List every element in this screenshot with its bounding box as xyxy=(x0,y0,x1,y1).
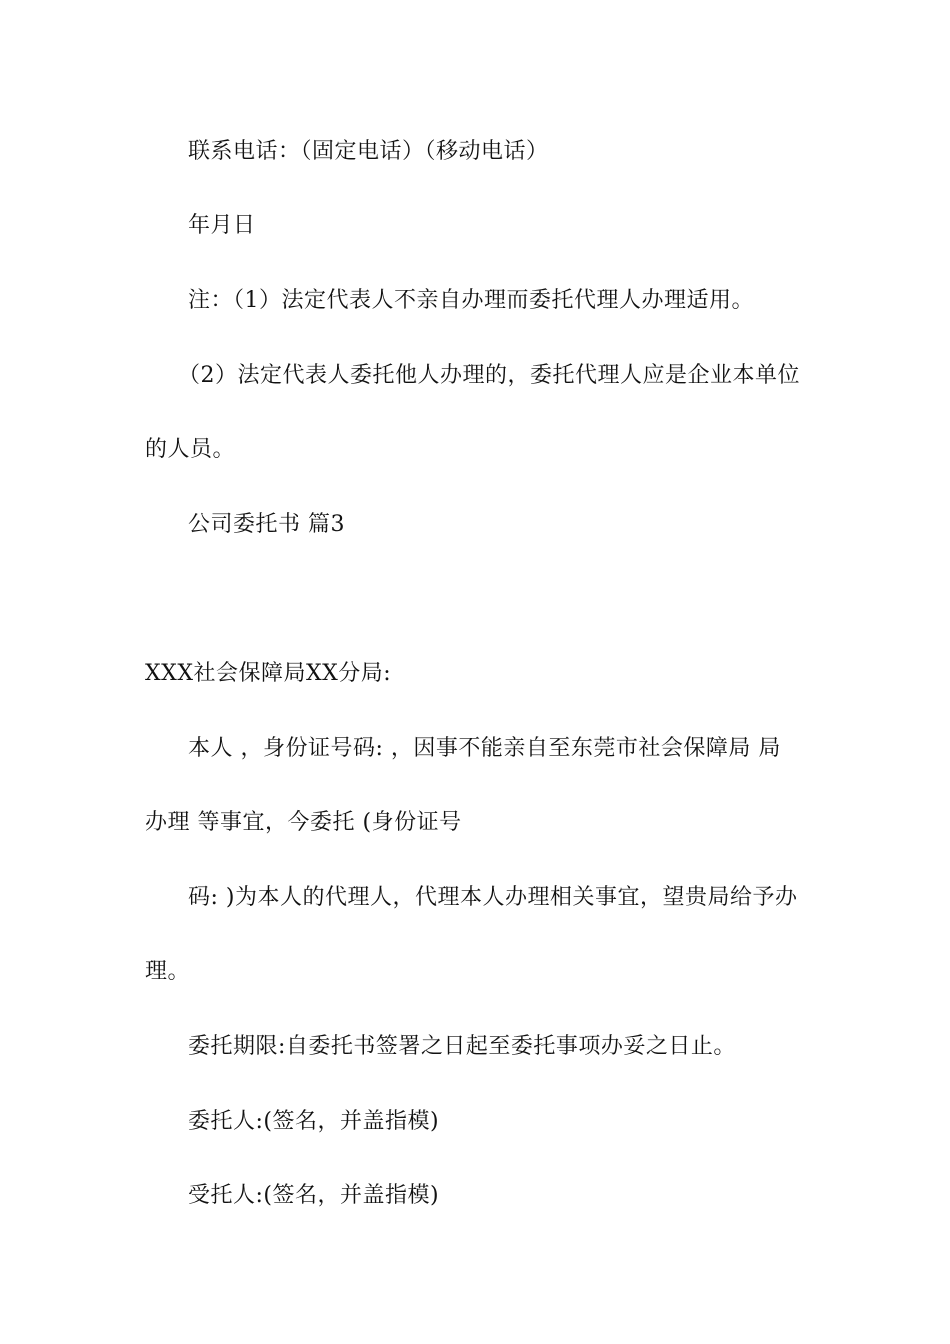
note-2-continuation: 的人员。 xyxy=(145,437,236,462)
section-heading: 公司委托书 篇3 xyxy=(188,512,345,537)
body-line-4: 理。 xyxy=(145,959,191,984)
note-2-line: （2）法定代表人委托他人办理的，委托代理人应是企业本单位 xyxy=(178,363,800,388)
body-line-1: 本人 ，身份证号码: ，因事不能亲自至东莞市社会保障局 局 xyxy=(188,736,781,761)
principal-signature-line: 委托人:(签名，并盖指模) xyxy=(188,1109,440,1134)
body-line-2: 办理 等事宜，今委托 (身份证号 xyxy=(145,810,462,835)
term-line: 委托期限:自委托书签署之日起至委托事项办妥之日止。 xyxy=(188,1034,736,1059)
recipient-line: XXX社会保障局XX分局: xyxy=(145,661,392,686)
body-line-3: 码: )为本人的代理人，代理本人办理相关事宜，望贵局给予办 xyxy=(188,885,798,910)
contact-phone-line: 联系电话：（固定电话）（移动电话） xyxy=(188,139,549,164)
agent-signature-line: 受托人:(签名，并盖指模) xyxy=(188,1183,440,1208)
date-line: 年月日 xyxy=(188,213,256,238)
note-1-line: 注：（1）法定代表人不亲自办理而委托代理人办理适用。 xyxy=(188,288,754,313)
